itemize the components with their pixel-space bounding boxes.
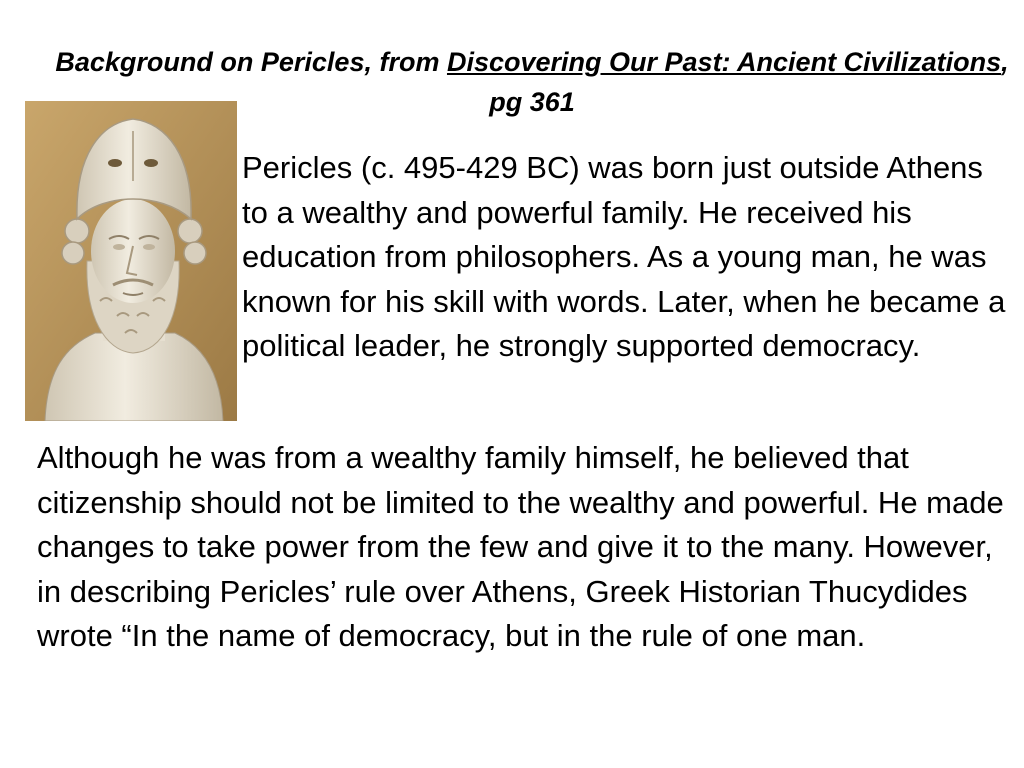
paragraph-biography: Pericles (c. 495-429 BC) was born just outside Athens to a wealthy and powerful family. He received his education from philosophers. As a young man, he was known for his skill with words. Later, when he became a political leader, he strongly supported democracy. [242,150,1006,363]
book-title: Discovering Our Past: Ancient Civilizations [446,47,1002,77]
pericles-bust-icon [25,101,237,421]
paragraph-democracy: Although he was from a wealthy family himself, he believed that citizenship should not be limited to the wealthy and powerful. He made changes to take power from the few and give it to the many. However, in describing Pericles’ rule over Athens, Greek Historian Thucydides wrote “In the name of democracy, but in the rule of one man. [37,440,1004,653]
title-suffix: , pg 361 [489,47,1009,117]
pericles-bust-image [25,101,237,421]
title-prefix: Background on Pericles, from [55,47,447,77]
